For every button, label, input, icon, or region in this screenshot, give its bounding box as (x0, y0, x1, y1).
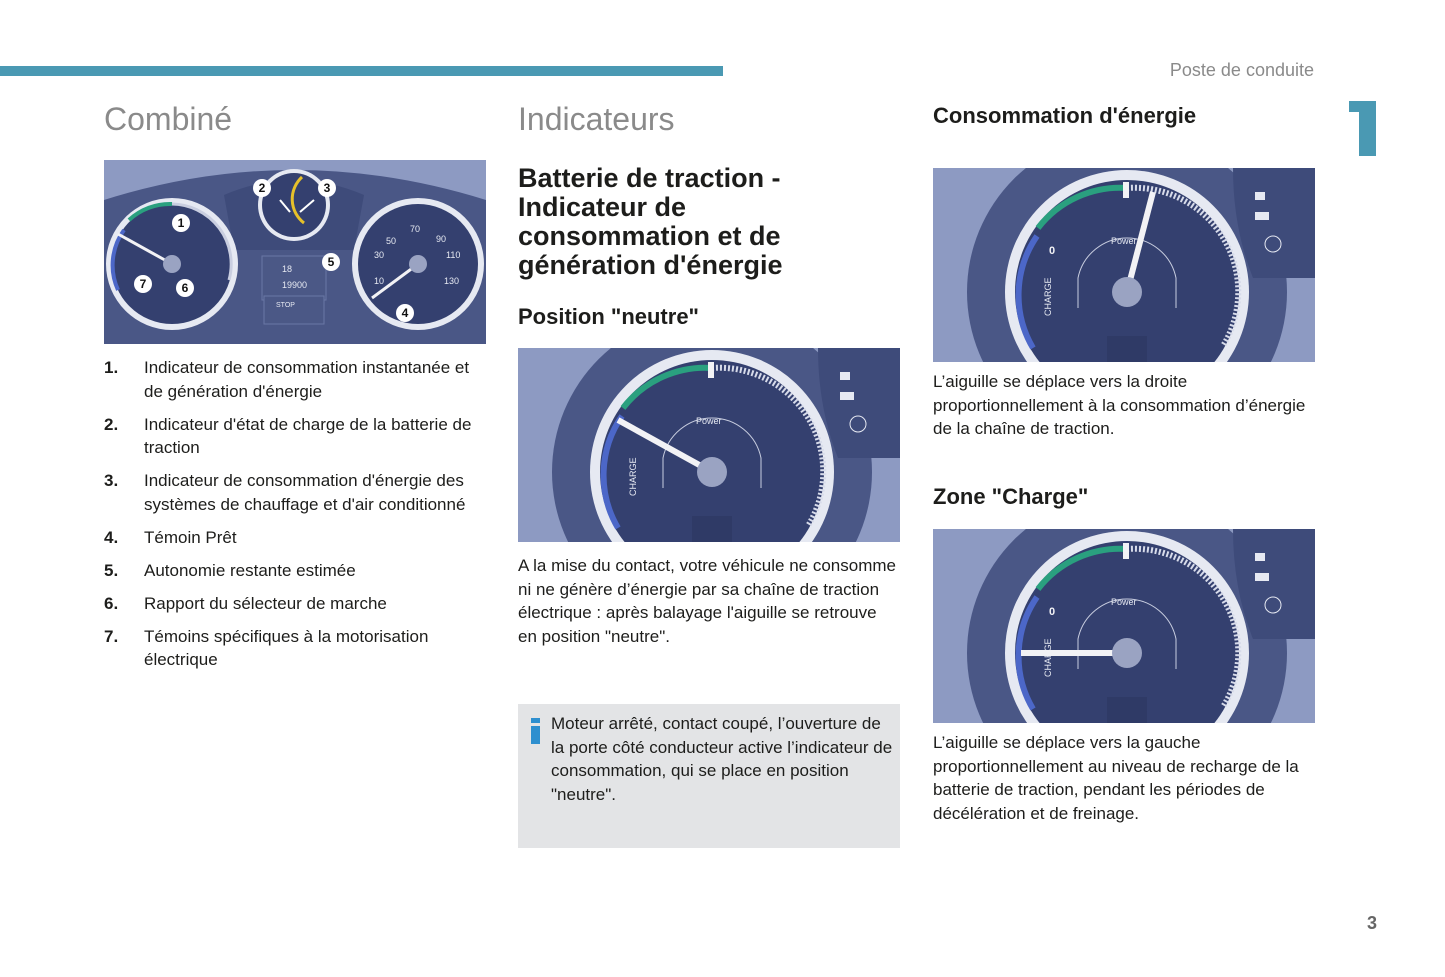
svg-text:3: 3 (323, 181, 331, 195)
gauge-charge-figure (933, 529, 1315, 723)
page-number: 3 (1367, 913, 1378, 933)
svg-text:50: 50 (386, 236, 397, 246)
legend-item: 2. Indicateur d'état de charge de la batterie de traction (104, 414, 472, 458)
svg-text:7: 7 (139, 277, 147, 291)
cluster-legend-list (104, 356, 486, 681)
legend-item: 4. Témoin Prêt (104, 527, 237, 547)
section-title-indicateurs: Indicateurs (518, 101, 675, 137)
legend-item: 6. Rapport du sélecteur de marche (104, 593, 387, 613)
svg-text:CHARGE: CHARGE (1043, 277, 1053, 316)
svg-text:4: 4 (401, 306, 409, 320)
gauge-neutral-figure (518, 348, 900, 542)
legend-item: 5. Autonomie restante estimée (104, 560, 356, 580)
neutral-description: A la mise du contact, votre véhicule ne consomme ni ne génère d’énergie par sa chaîne de traction électrique : après balayage l'aiguille se retrouve en position "neutre". (518, 556, 896, 646)
svg-text:30: 30 (374, 250, 385, 260)
legend-item: 7. Témoins spécifiques à la motorisation électrique (104, 626, 429, 670)
svg-text:Power: Power (1111, 597, 1137, 607)
svg-text:130: 130 (444, 276, 460, 286)
gauge-consumption-figure (933, 168, 1315, 362)
consumption-description: L’aiguille se déplace vers la droite proportionnellement à la consommation d’énergie de la chaîne de traction. (933, 372, 1306, 439)
svg-text:18: 18 (282, 264, 293, 274)
power-gauge-neutral (518, 348, 900, 542)
svg-text:0: 0 (1049, 245, 1056, 257)
svg-text:2: 2 (258, 181, 266, 195)
charge-label: CHARGE (628, 457, 638, 496)
svg-text:5: 5 (327, 255, 335, 269)
power-gauge-charge (933, 529, 1315, 723)
legend-item: 1. Indicateur de consommation instantanée et de génération d'énergie (104, 358, 470, 401)
heading-charge-zone: Zone "Charge" (933, 484, 1089, 509)
heading-energy-consumption: Consommation d'énergie (933, 103, 1197, 128)
heading-neutral-position: Position "neutre" (518, 304, 699, 329)
power-gauge-consumption (933, 168, 1315, 362)
svg-text:CHARGE: CHARGE (1043, 638, 1053, 677)
svg-text:0: 0 (1049, 606, 1056, 618)
section-title-combine: Combiné (104, 101, 233, 137)
svg-text:90: 90 (436, 234, 447, 244)
svg-text:1: 1 (177, 216, 185, 230)
instrument-cluster-illustration (104, 160, 486, 344)
instrument-cluster-figure (104, 160, 486, 344)
chapter-number-badge (1349, 101, 1376, 156)
info-note (518, 704, 900, 848)
info-icon (531, 718, 540, 744)
svg-text:STOP: STOP (276, 302, 295, 309)
subsection-title-battery: Batterie de traction - Indicateur de consommation et de génération d'énergie (518, 163, 783, 280)
header-accent-bar (0, 66, 723, 76)
svg-text:Power: Power (1111, 236, 1137, 246)
svg-text:19900: 19900 (282, 280, 308, 290)
running-head: Poste de conduite (1169, 60, 1314, 80)
legend-item: 3. Indicateur de consommation d'énergie des systèmes de chauffage et d'air conditionné (104, 471, 466, 514)
svg-text:10: 10 (374, 276, 385, 286)
svg-text:70: 70 (410, 224, 421, 234)
info-note-text: Moteur arrêté, contact coupé, l’ouverture de la porte côté conducteur active l’indicateur de consommation, qui se place en position "neutre". (551, 714, 893, 804)
charge-description: L’aiguille se déplace vers la gauche proportionnellement au niveau de recharge de la batterie de traction, pendant les périodes de décélération et de freinage. (933, 733, 1299, 823)
svg-text:110: 110 (446, 250, 461, 260)
power-label: Power (696, 416, 722, 426)
svg-text:6: 6 (181, 281, 189, 295)
